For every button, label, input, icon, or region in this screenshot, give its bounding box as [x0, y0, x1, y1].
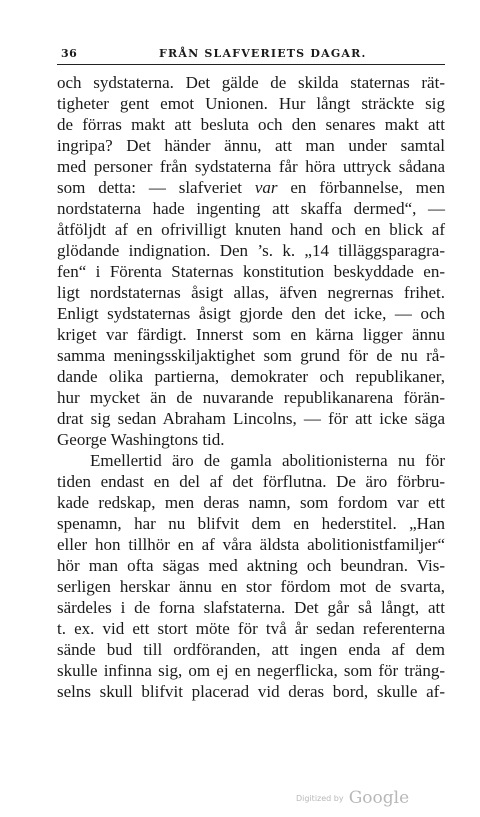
text-line: samma meningsskiljaktighet som grund för de nu rå- — [57, 346, 445, 365]
text-line: George Washingtons tid. — [57, 430, 225, 449]
text-line: tiden endast en del af det förflutna. De äro förbru- — [57, 472, 445, 491]
page-header — [57, 44, 445, 65]
text-line: med personer från sydstaterna får höra uttryck sådana — [57, 157, 445, 176]
text-line: dande olika partierna, demokrater och republikaner, — [57, 367, 445, 386]
text-line: kriget var färdigt. Innerst som en kärna ligger ännu — [57, 325, 445, 344]
text-line: och sydstaterna. Det gälde de skilda staternas rät- — [57, 73, 445, 92]
text-line: nordstaterna hade ingenting att skaffa dermed“, — — [57, 199, 445, 218]
digitized-by-label: Digitized by — [296, 794, 344, 803]
text-line: kade redskap, men deras namn, som fordom var ett — [57, 493, 445, 512]
text-line: serligen herskar ännu en stor fördom mot de svarta, — [57, 577, 445, 596]
text-line: eller hon tillhör en af våra äldsta abolitionistfamiljer“ — [57, 535, 445, 554]
body-text — [57, 72, 445, 702]
digitized-by-google-watermark — [296, 788, 409, 808]
text-line: hör man ofta sägas med aktning och beundran. Vis- — [57, 556, 445, 575]
text-line: tigheter gent emot Unionen. Hur långt sträckte sig — [57, 94, 445, 113]
text-line: fen“ i Förenta Staternas konstitution beskyddade en- — [57, 262, 445, 281]
text-line: selns skull blifvit placerad vid deras bord, skulle af- — [57, 682, 445, 701]
text-line: glödande indignation. Den ’s. k. „14 tilläggsparagra- — [57, 241, 445, 260]
running-title: FRÅN SLAFVERIETS DAGAR. — [159, 47, 367, 60]
text-line: särdeles i de forna slafstaterna. Det går så långt, att — [57, 598, 445, 617]
text-line: som detta: — slafveriet var en förbannelse, men — [57, 178, 445, 197]
emphasis: var — [254, 178, 278, 197]
text-line: spenamn, har nu blifvit dem en hederstitel. „Han — [57, 514, 445, 533]
text-line: de förras makt att besluta och den senares makt att — [57, 115, 445, 134]
text-line: ingripa? Det händer ännu, att man under samtal — [57, 136, 445, 155]
text-line: Enligt sydstaternas åsigt gjorde den det icke, — och — [57, 304, 445, 323]
text-line: åtföljdt af en ofrivilligt knuten hand och en blick af — [57, 220, 445, 239]
google-logo-text: Google — [348, 788, 410, 808]
text-line: drat sig sedan Abraham Lincolns, — för att icke säga — [57, 409, 445, 428]
text-line: Emellertid äro de gamla abolitionisterna nu för — [90, 451, 445, 470]
text-line: ligt nordstaternas åsigt allas, äfven negrernas frihet. — [57, 283, 445, 302]
text-line: skulle infinna sig, om ej en negerflicka, som för träng- — [57, 661, 445, 680]
text-line: hur mycket än de nuvarande republikanarena förän- — [57, 388, 445, 407]
page-number: 36 — [61, 47, 78, 60]
text-line: t. ex. vid ett stort möte för två år sedan referenterna — [57, 619, 445, 638]
text-line: sände bud till ordföranden, att ingen enda af dem — [57, 640, 445, 659]
